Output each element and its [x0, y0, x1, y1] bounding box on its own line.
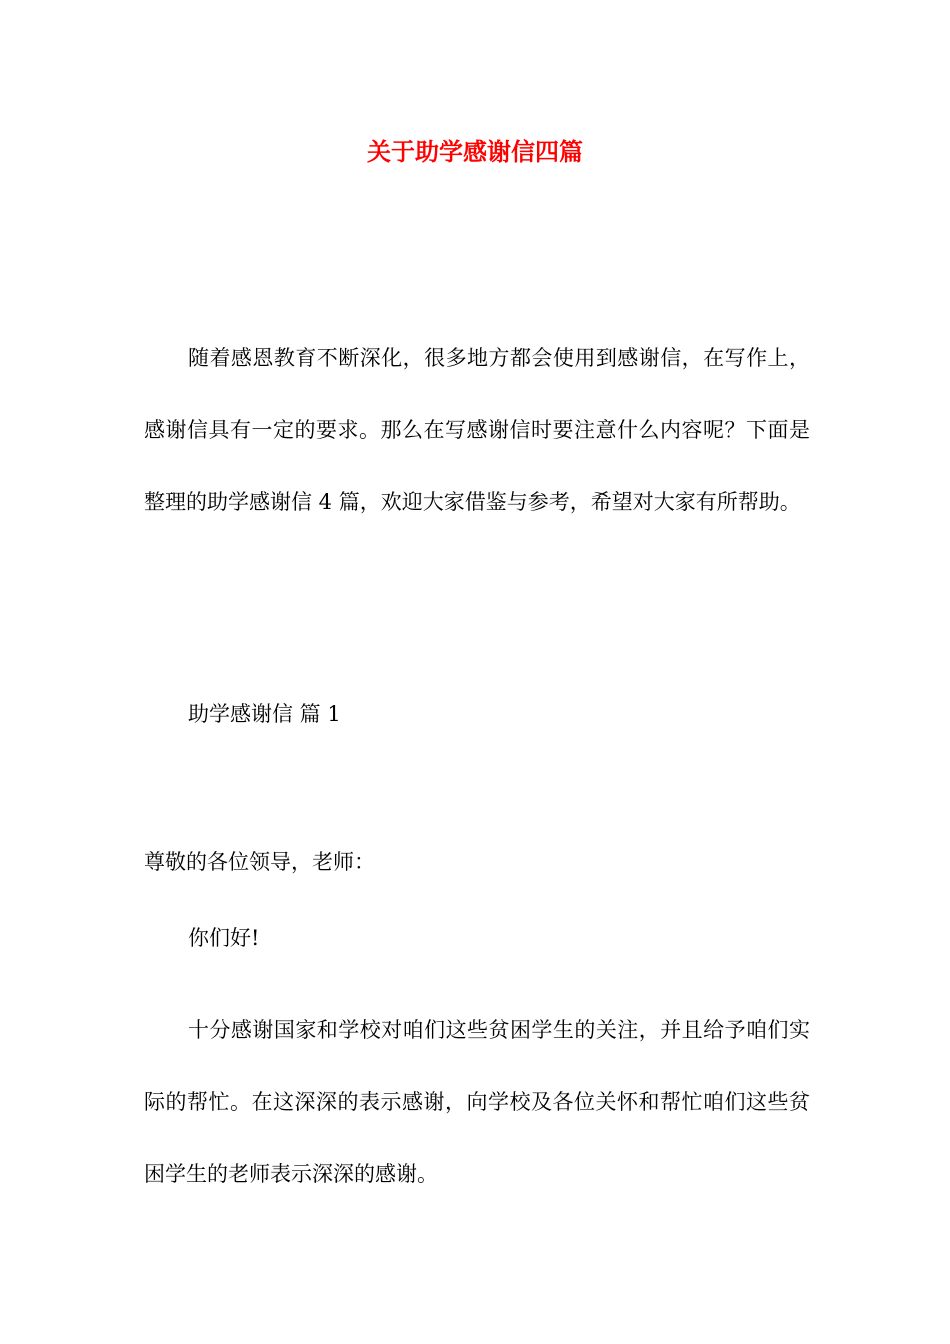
section-heading: 助学感谢信 篇 1	[188, 702, 341, 726]
letter-body-paragraph: 十分感谢国家和学校对咱们这些贫困学生的关注，并且给予咱们实际的帮忙。在这深深的表示感谢，向学校及各位关怀和帮忙咱们这些贫困学生的老师表示深深的感谢。	[144, 1018, 810, 1186]
document-title: 关于助学感谢信四篇	[367, 137, 583, 166]
letter-greeting: 你们好!	[188, 926, 260, 950]
letter-salutation: 尊敬的各位领导，老师：	[144, 850, 375, 874]
intro-paragraph: 随着感恩教育不断深化，很多地方都会使用到感谢信，在写作上，感谢信具有一定的要求。那么在写感谢信时要注意什么内容呢？下面是整理的助学感谢信 4 篇，欢迎大家借鉴与参考，希望对大家有所帮助。	[144, 346, 810, 514]
